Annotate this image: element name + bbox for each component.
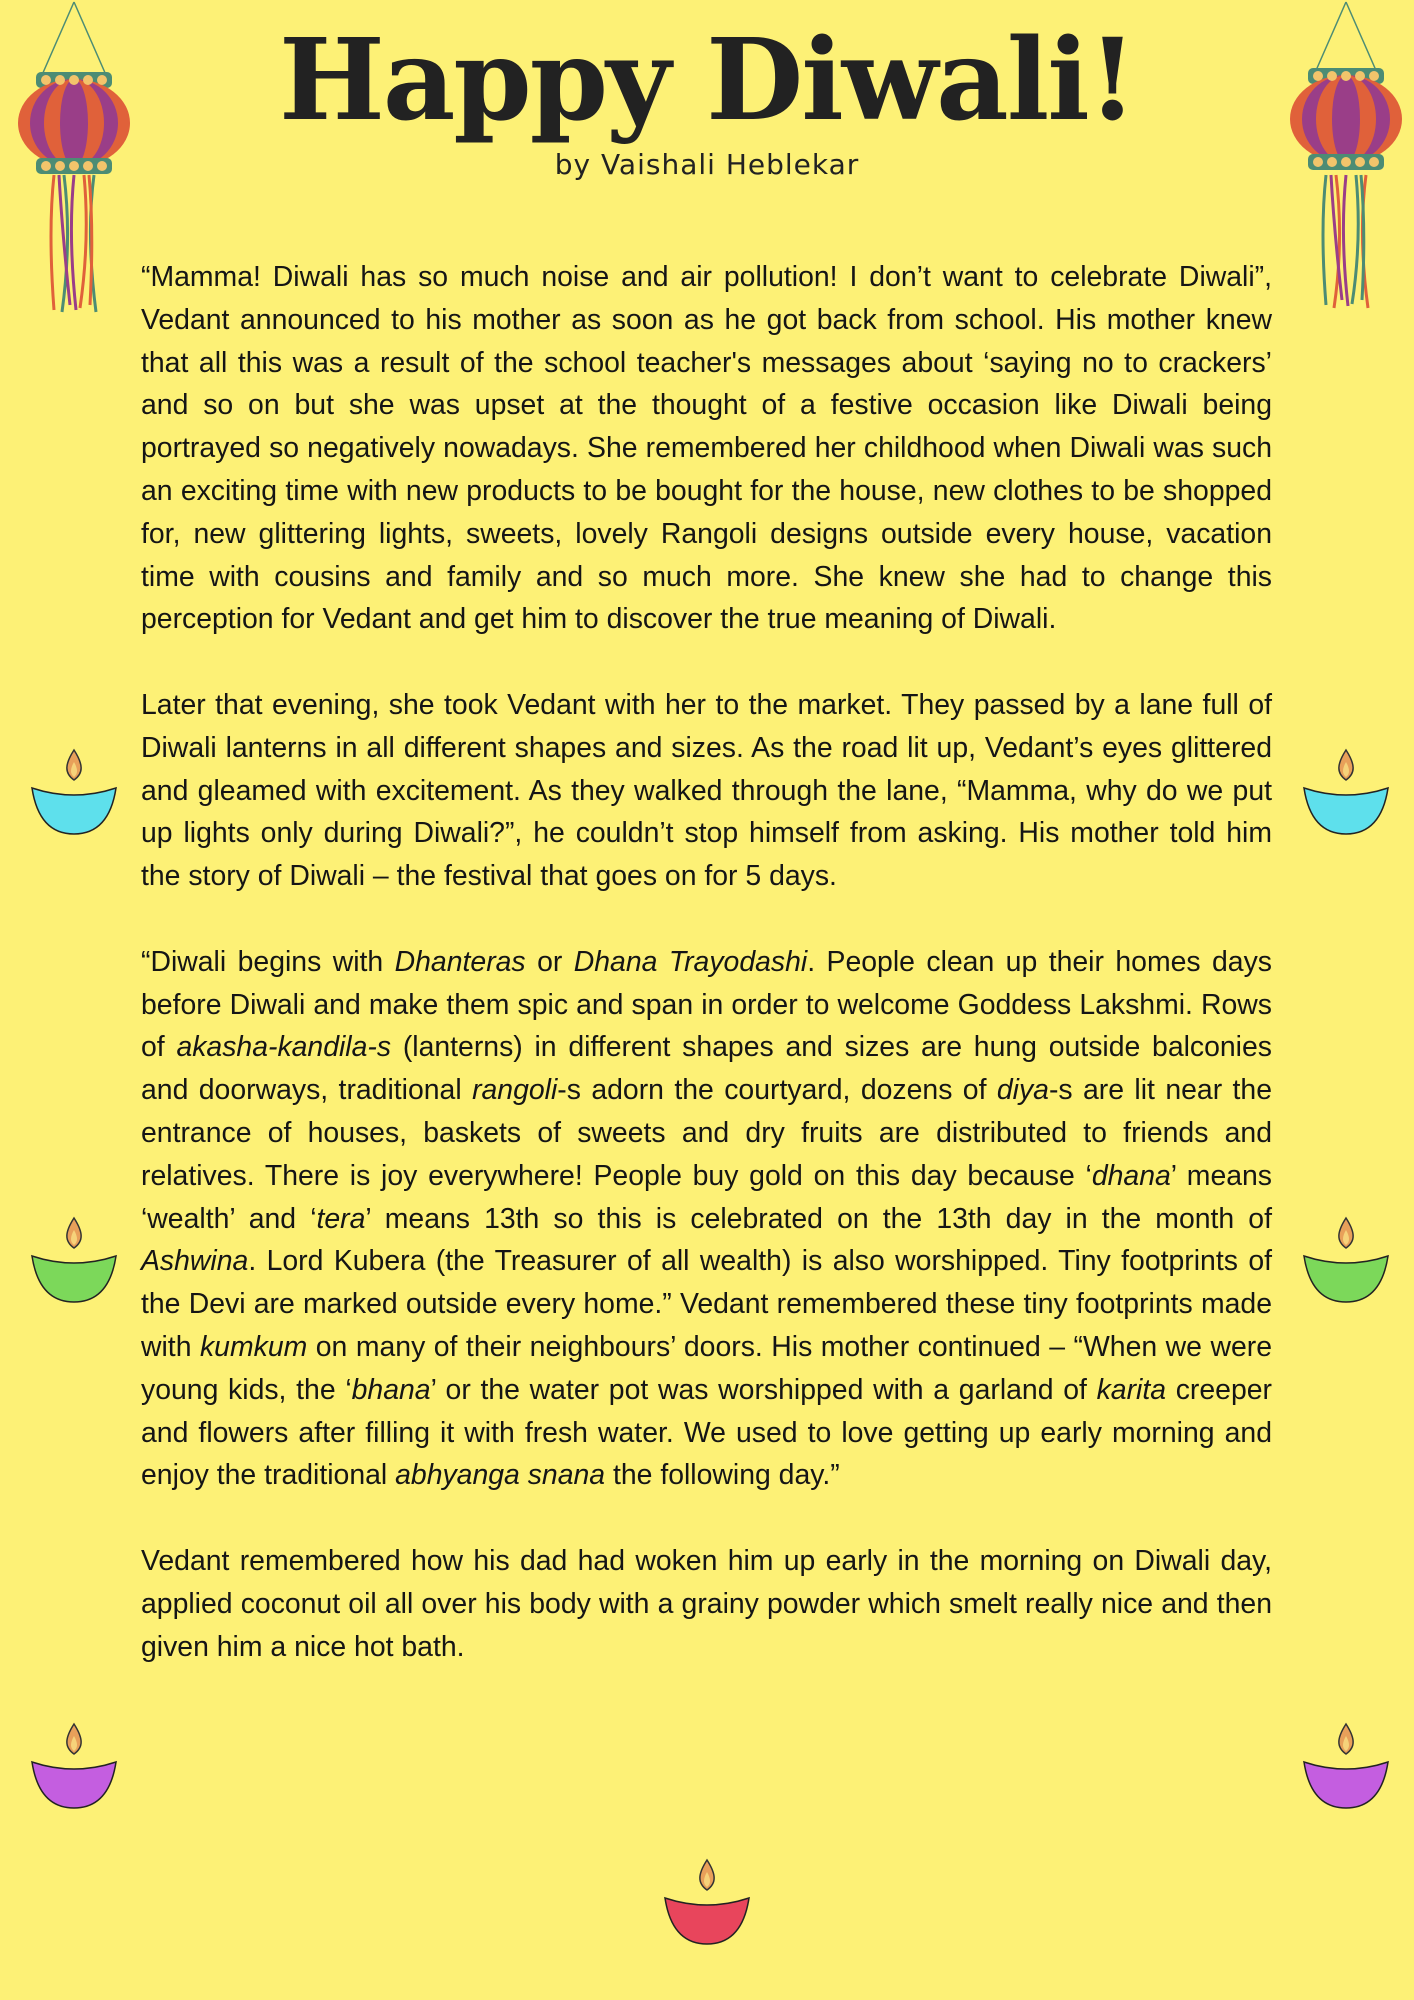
story-paragraph-4: Vedant remembered how his dad had woken him up early in the morning on Diwali day, applied coconut oil all over his body with a grainy powder which smelt really nice and then given him a nice hot bath. bbox=[141, 1544, 1272, 1663]
story-paragraph-3: “Diwali begins with Dhanteras or Dhana Trayodashi. People clean up their homes days before Diwali and make them spic and span in order to welcome Goddess Lakshmi. Rows of akasha-kandila-s (lanterns) in different shapes and sizes are hung outside balconies and doorways, traditional rangoli-s adorn the courtyard, dozens of diya-s are lit near the entrance of houses, baskets of sweets and dry fruits are distributed to friends and relatives. There is joy everywhere! People buy gold on this day because ‘dhana’ means ‘wealth’ and ‘tera’ means 13th so this is celebrated on the 13th day in the month of Ashwina. Lord Kubera (the Treasurer of all wealth) is also worshipped. Tiny footprints of the Devi are marked outside every home.” Vedant remembered these tiny footprints made with kumkum on many of their neighbours’ doors. His mother continued – “When we were young kids, the ‘bhana’ or the water pot was worshipped with a garland of karita creeper and flowers after filling it with fresh water. We used to love getting up early morning and enjoy the traditional abhyanga snana the following day.” bbox=[141, 945, 1273, 1492]
page-title: Happy Diwali! bbox=[279, 15, 1135, 146]
diya-lamp-icon bbox=[29, 1720, 119, 1810]
story-body bbox=[141, 256, 1272, 1711]
diya-lamp-icon bbox=[662, 1856, 752, 1946]
diya-lamp-icon bbox=[1301, 1214, 1391, 1304]
diya-lamp-icon bbox=[29, 1214, 119, 1304]
story-paragraph-1: “Mamma! Diwali has so much noise and air pollution! I don’t want to celebrate Diwali”, Vedant announced to his mother as soon as he got back from school. His mother knew that all this was a result of the school teacher's messages about ‘saying no to crackers’ and so on but she was upset at the thought of a festive occasion like Diwali being portrayed so negatively nowadays. She remembered her childhood when Diwali was such an exciting time with new products to be bought for the house, new clothes to be shopped for, new glittering lights, sweets, lovely Rangoli designs outside every house, vacation time with cousins and family and so much more. She knew she had to change this perception for Vedant and get him to discover the true meaning of Diwali. bbox=[141, 261, 1272, 636]
author-byline: by Vaishali Heblekar bbox=[554, 148, 860, 181]
diya-lamp-icon bbox=[1301, 1720, 1391, 1810]
diya-lamp-icon bbox=[29, 746, 119, 836]
diya-lamp-icon bbox=[1301, 746, 1391, 836]
story-paragraph-2: Later that evening, she took Vedant with her to the market. They passed by a lane full of Diwali lanterns in all different shapes and sizes. As the road lit up, Vedant’s eyes glittered and gleamed with excitement. As they walked through the lane, “Mamma, why do we put up lights only during Diwali?”, he couldn’t stop himself from asking. His mother told him the story of Diwali – the festival that goes on for 5 days. bbox=[141, 688, 1272, 893]
